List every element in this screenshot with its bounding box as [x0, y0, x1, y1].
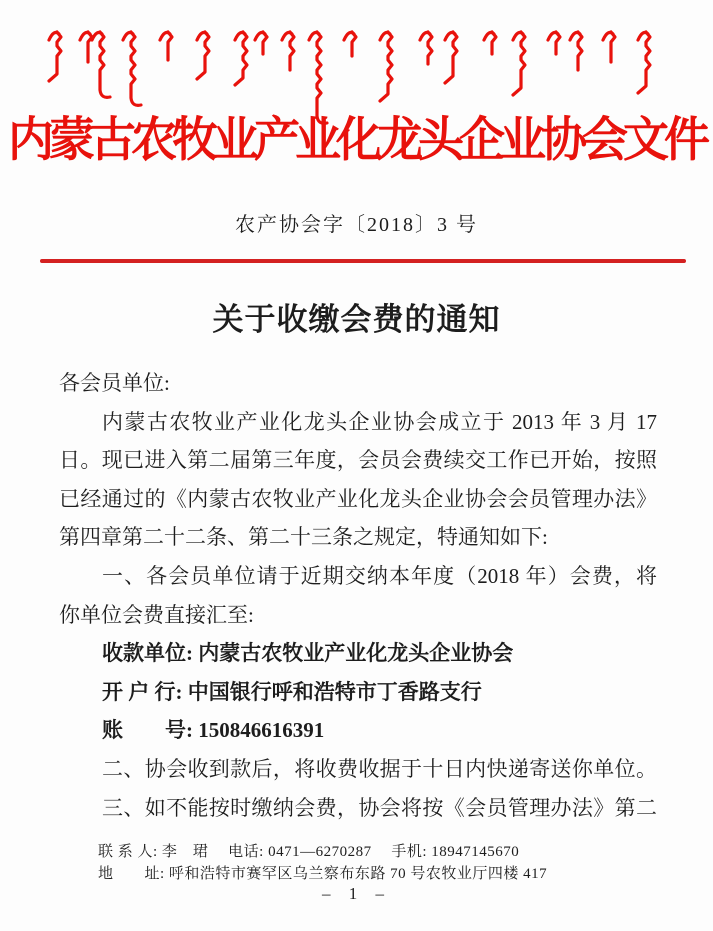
notice-title: 关于收缴会费的通知 [212, 302, 501, 337]
body-line: 已经通过的《内蒙古农牧业产业化龙头企业协会会员管理办法》 [59, 486, 657, 511]
doc-number: 农产协会字〔2018〕3 号 [235, 214, 478, 236]
body-line: 三、如不能按时缴纳会费，协会将按《会员管理办法》第二 [102, 795, 657, 820]
body-line: 账 号: 150846616391 [102, 718, 325, 743]
body-line: 日。现已进入第二届第三年度，会员会费续交工作已开始，按照 [59, 448, 657, 473]
body-line: 各会员单位: [59, 371, 170, 395]
body-line: 收款单位: 内蒙古农牧业产业化龙头企业协会 [102, 641, 514, 666]
body-line: 二、协会收到款后，将收费收据于十日内快递寄送你单位。 [102, 756, 657, 781]
body-line: 一、各会员单位请于近期交纳本年度（2018 年）会费，将 [102, 563, 657, 588]
body-line: 开 户 行: 中国银行呼和浩特市丁香路支行 [102, 679, 482, 704]
address-line: 地 址: 呼和浩特市赛罕区乌兰察布东路 70 号农牧业厅四楼 417 [98, 865, 548, 882]
org-title: 内蒙古农牧业产业化龙头企业协会文件 [8, 113, 705, 167]
notice-body [59, 364, 657, 827]
footer [98, 842, 547, 885]
body-line: 内蒙古农牧业产业化龙头企业协会成立于 2013 年 3 月 17 [102, 409, 657, 434]
red-rule-divider [40, 259, 686, 263]
page-number: – 1 – [322, 884, 391, 903]
body-line: 第四章第二十二条、第二十三条之规定，特通知如下: [59, 525, 548, 550]
body-line: 你单位会费直接汇至: [59, 602, 254, 627]
contact-line: 联 系 人: 李 珺 电话: 0471—6270287 手机: 18947145670 [98, 844, 520, 860]
